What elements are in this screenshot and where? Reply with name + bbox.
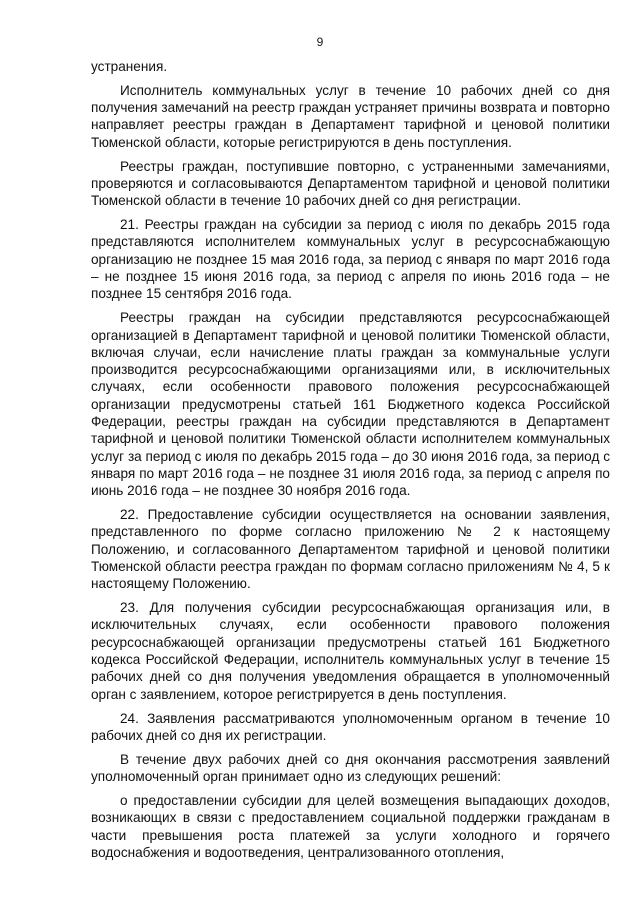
paragraph-clause-23: 23. Для получения субсидии ресурсоснабжающая организация или, в исключительных случаях, если особенности правового положения ресурсоснабжающей организации предусмотрены статьей 161 Бюджетного кодекса Российской Федерации, исполнитель коммунальных услуг в течение 15 рабочих дней со дня получения уведомления обращается в уполномоченный орган с заявлением, которое регистрируется в день поступления. [91, 600, 610, 702]
paragraph: Реестры граждан на субсидии представляются ресурсоснабжающей организацией в Департамент тарифной и ценовой политики Тюменской области, включая случаи, если начисление платы граждан за коммунальные услуги производится ресурсоснабжающими организациями или, в исключительных случаях, если особенности правового положения ресурсоснабжающей организации предусмотрены статьей 161 Бюджетного кодекса Российской Федерации, реестры граждан на субсидии представляются в Департамент тарифной и ценовой политики Тюменской области исполнителем коммунальных услуг за период с июля по декабрь 2015 года – до 30 июня 2016 года, за период с января по март 2016 года – не позднее 31 июля 2016 года, за период с апреля по июнь 2016 года – не позднее 30 ноября 2016 года. [91, 310, 610, 499]
paragraph-clause-22: 22. Предоставление субсидии осуществляется на основании заявления, представленного по форме согласно приложению № 2 к настоящему Положению, и согласованного Департаментом тарифной и ценовой политики Тюменской области реестра граждан по формам согласно приложениям № 4, 5 к настоящему Положению. [91, 507, 610, 592]
paragraph-clause-24: 24. Заявления рассматриваются уполномоченным органом в течение 10 рабочих дней со дня их регистрации. [91, 710, 610, 743]
paragraph: Реестры граждан, поступившие повторно, с устраненными замечаниями, проверяются и согласовываются Департаментом тарифной и ценовой политики Тюменской области в течение 10 рабочих дней со дня регистрации. [91, 158, 610, 209]
paragraph: В течение двух рабочих дней со дня окончания рассмотрения заявлений уполномоченный орган принимает одно из следующих решений: [91, 751, 610, 785]
paragraph-continuation: устранения. [91, 59, 168, 74]
paragraph-clause-21: 21. Реестры граждан на субсидии за период с июля по декабрь 2015 года представляются исполнителем коммунальных услуг в ресурсоснабжающую организацию не позднее 15 мая 2016 года, за период с января по март 2016 года – не позднее 15 июня 2016 года, за период с апреля по июнь 2016 года – не позднее 15 сентября 2016 года. [91, 217, 610, 302]
paragraph: о предоставлении субсидии для целей возмещения выпадающих доходов, возникающих в связи с предоставлением социальной поддержки гражданам в части превышения роста платежей за услуги холодного и горячего водоснабжения и водоотведения, централизованного отопления, [91, 792, 610, 860]
paragraph: Исполнитель коммунальных услуг в течение 10 рабочих дней со дня получения замечаний на реестр граждан устраняет причины возврата и повторно направляет реестры граждан в Департамент тарифной и ценовой политики Тюменской области, которые регистрируются в день поступления. [91, 82, 610, 150]
page-number: 9 [316, 35, 324, 49]
document-body [91, 58, 610, 868]
